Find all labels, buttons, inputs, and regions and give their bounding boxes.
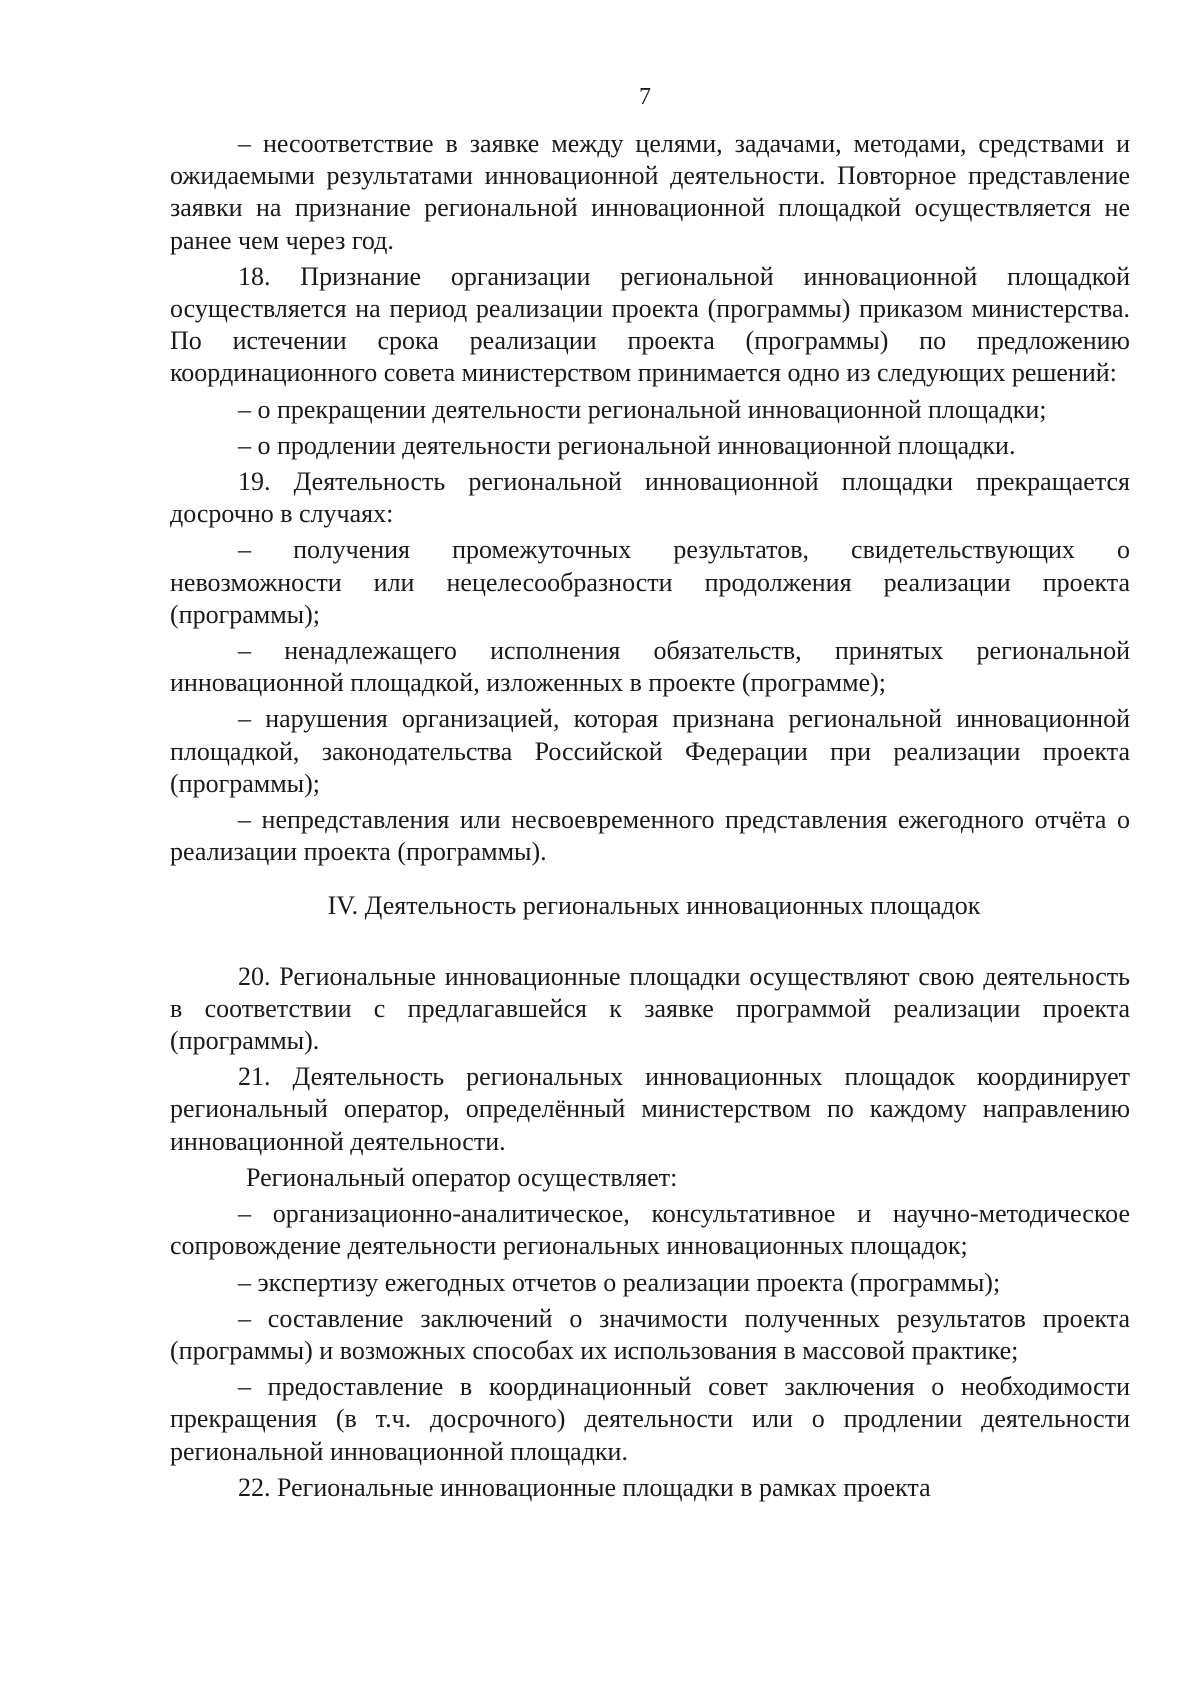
- section-heading: IV. Деятельность региональных инновационных площадок: [327, 891, 981, 921]
- page-number: 7: [639, 84, 651, 110]
- paragraph: – организационно-аналитическое, консультативное и научно-методическое сопровождение деятельности региональных инновационных площадок;: [170, 1199, 1130, 1261]
- paragraph: 18. Признание организации региональной инновационной площадкой осуществляется на период реализации проекта (программы) приказом министерства. По истечении срока реализации проекта (программы) по предложению координационного совета министерством принимается одно из следующих решений:: [170, 261, 1130, 388]
- paragraph: 21. Деятельность региональных инновационных площадок координирует региональный оператор, определённый министерством по каждому направлению инновационной деятельности.: [170, 1062, 1130, 1156]
- paragraph: – непредставления или несвоевременного представления ежегодного отчёта о реализации проекта (программы).: [170, 805, 1130, 867]
- paragraph: – составление заключений о значимости полученных результатов проекта (программы) и возможных способах их использования в массовой практике;: [170, 1303, 1130, 1365]
- paragraph: – получения промежуточных результатов, свидетельствующих о невозможности или нецелесообразности продолжения реализации проекта (программы);: [170, 535, 1130, 629]
- paragraph: 20. Региональные инновационные площадки осуществляют свою деятельность в соответствии с предлагавшейся к заявке программой реализации проекта (программы).: [170, 961, 1130, 1056]
- paragraph: 22. Региональные инновационные площадки в рамках проекта: [238, 1472, 931, 1502]
- paragraph: – о продлении деятельности региональной инновационной площадки.: [238, 430, 1016, 460]
- paragraph: – предоставление в координационный совет заключения о необходимости прекращения (в т.ч. досрочного) деятельности или о продлении деятельности региональной инновационной площадки.: [170, 1372, 1130, 1466]
- document-body: [170, 128, 1130, 1508]
- paragraph: – несоответствие в заявке между целями, задачами, методами, средствами и ожидаемыми результатами инновационной деятельности. Повторное представление заявки на признание региональной инновационной площадкой осуществляется не ранее чем через год.: [170, 129, 1130, 255]
- paragraph: – экспертизу ежегодных отчетов о реализации проекта (программы);: [238, 1267, 1001, 1297]
- paragraph: Региональный оператор осуществляет:: [246, 1162, 678, 1192]
- paragraph: 19. Деятельность региональной инновационной площадки прекращается досрочно в случаях:: [170, 467, 1130, 529]
- paragraph: – ненадлежащего исполнения обязательств, принятых региональной инновационной площадкой, изложенных в проекте (программе);: [170, 636, 1130, 698]
- paragraph: – о прекращении деятельности региональной инновационной площадки;: [238, 394, 1047, 424]
- paragraph: – нарушения организацией, которая признана региональной инновационной площадкой, законодательства Российской Федерации при реализации проекта (программы);: [170, 704, 1130, 798]
